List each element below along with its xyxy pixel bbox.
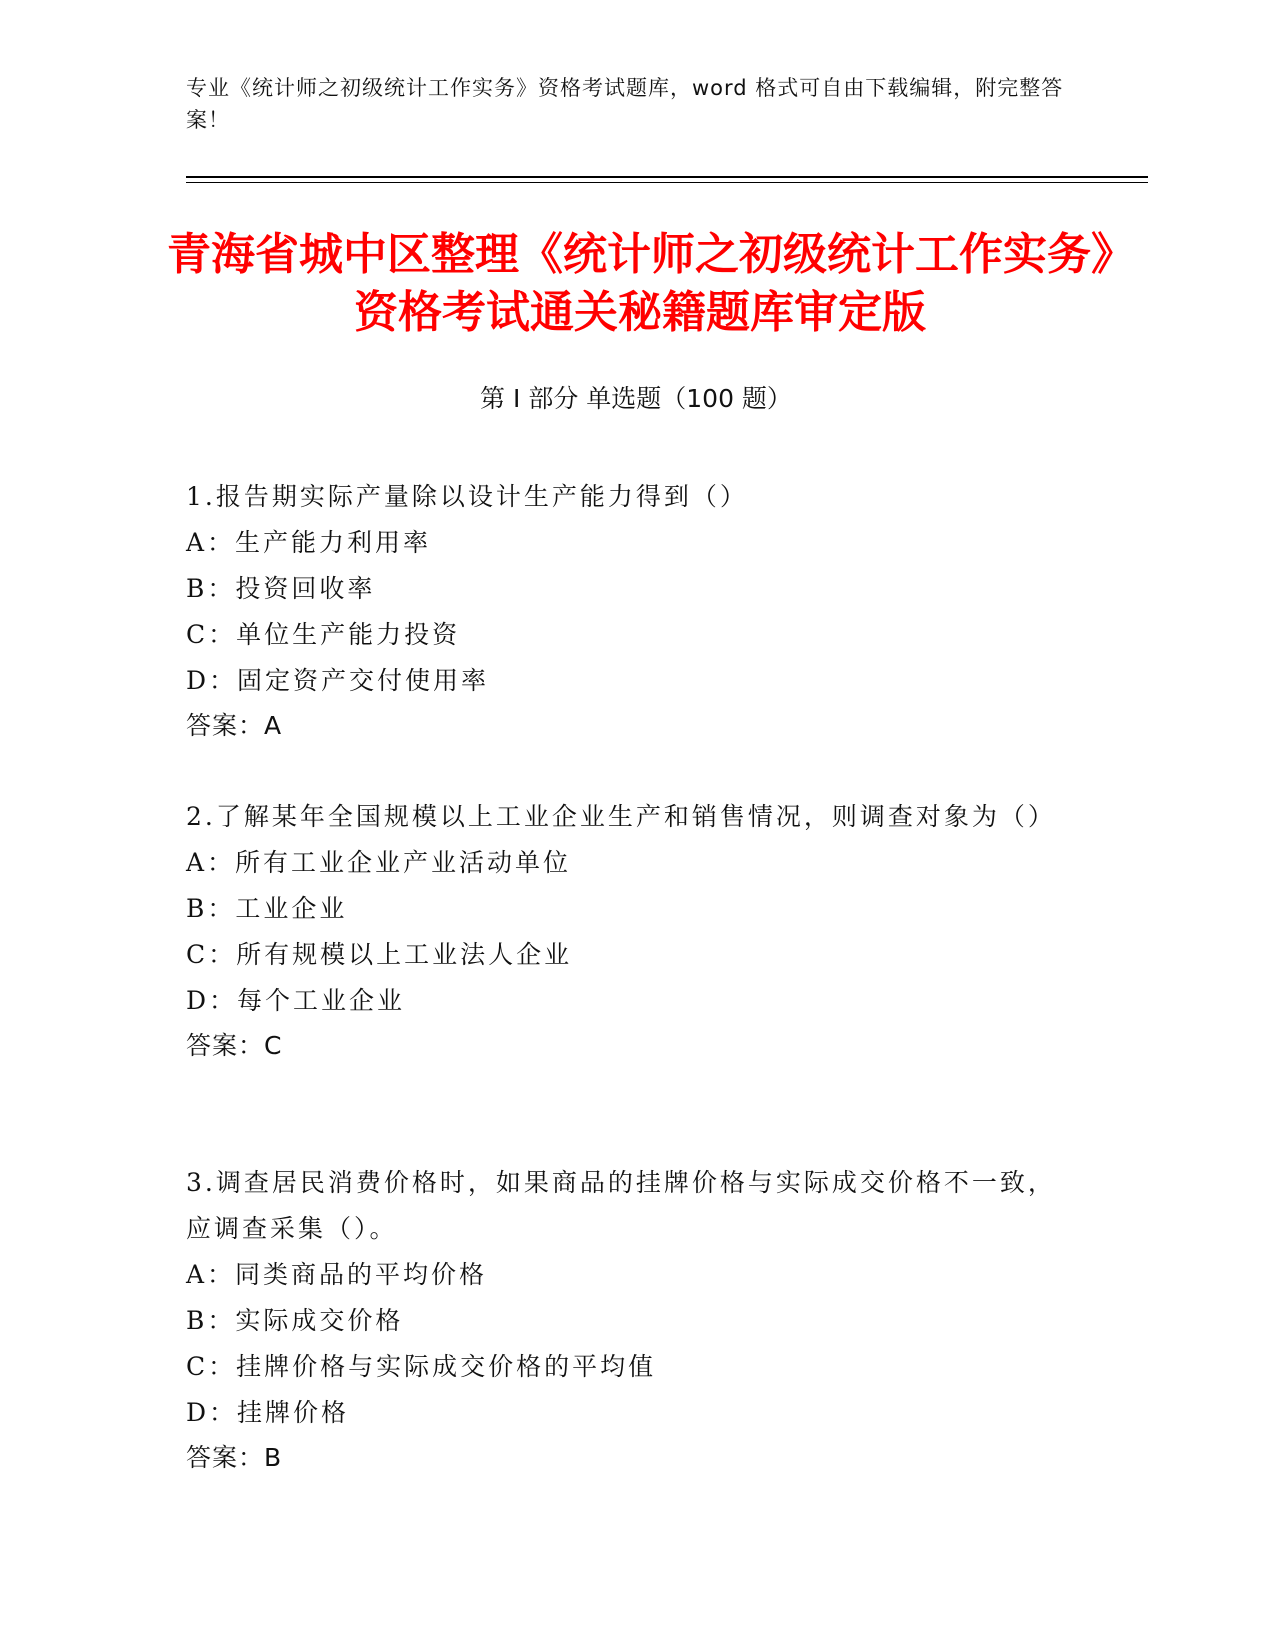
option-b: B：工业企业 [186,894,348,923]
question-stem: 1.报告期实际产量除以设计生产能力得到（） [186,482,748,511]
question-1 [186,474,1066,748]
option-a: A：所有工业企业产业活动单位 [186,848,572,877]
option-a: A：生产能力利用率 [186,528,432,557]
option-d: D：固定资产交付使用率 [186,666,490,695]
question-stem: 3.调查居民消费价格时，如果商品的挂牌价格与实际成交价格不一致，应调查采集（）。 [186,1168,1056,1243]
question-3 [186,1160,1066,1480]
option-d: D：每个工业企业 [186,986,406,1015]
question-2 [186,794,1066,1068]
option-b: B：实际成交价格 [186,1306,404,1335]
answer: 答案：A [186,711,283,740]
option-c: C：所有规模以上工业法人企业 [186,940,573,969]
document-title: 青海省城中区整理《统计师之初级统计工作实务》资格考试通关秘籍题库审定版 [167,229,1113,338]
section-title: 第 I 部分 单选题（100 题） [480,384,792,413]
question-stem: 2.了解某年全国规模以上工业企业生产和销售情况，则调查对象为（） [186,802,1056,831]
header-divider-thick [186,176,1148,178]
header-divider-thin [186,182,1148,183]
option-d: D：挂牌价格 [186,1398,350,1427]
answer: 答案：C [186,1031,283,1060]
option-c: C：挂牌价格与实际成交价格的平均值 [186,1352,657,1381]
intro-text: 专业《统计师之初级统计工作实务》资格考试题库，word 格式可自由下载编辑，附完整答案！ [186,76,1064,132]
option-c: C：单位生产能力投资 [186,620,461,649]
option-a: A：同类商品的平均价格 [186,1260,488,1289]
answer: 答案：B [186,1443,283,1472]
option-b: B：投资回收率 [186,574,376,603]
